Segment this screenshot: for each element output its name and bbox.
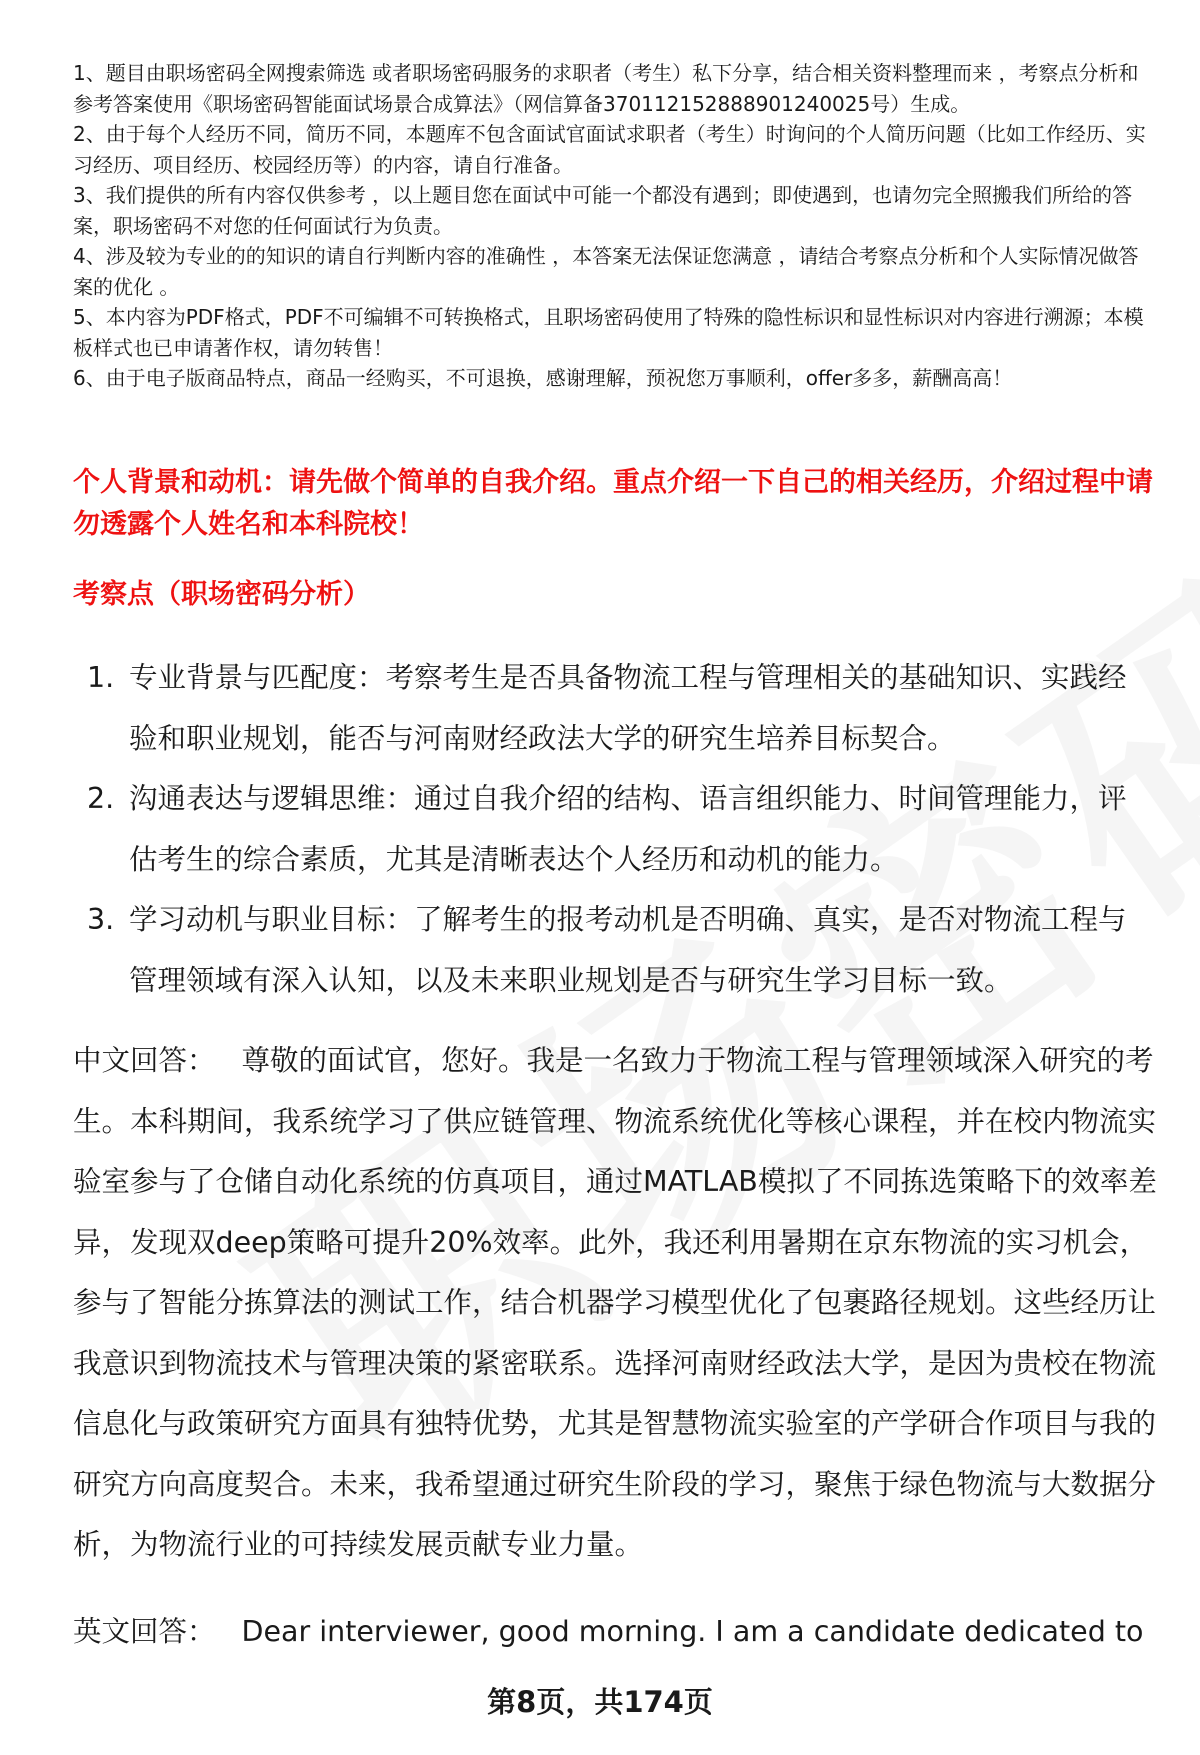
point-number: 1. xyxy=(87,661,115,694)
english-answer xyxy=(73,1602,1163,1662)
english-answer-label: 英文回答： xyxy=(73,1615,216,1648)
point-text: 专业背景与匹配度：考察考生是否具备物流工程与管理相关的基础知识、实践经验和职业规划，能否与河南财经政法大学的研究生培养目标契合。 xyxy=(129,661,1127,755)
analysis-point xyxy=(73,648,1153,769)
chinese-answer xyxy=(73,1031,1163,1576)
notice-item-1: 1、题目由职场密码全网搜索筛选 或者职场密码服务的求职者（考生）私下分享，结合相关资料整理而来 ，考察点分析和参考答案使用《职场密码智能面试场景合成算法》（网信算备370112152888901240025号）生成。 xyxy=(73,61,1139,116)
analysis-title: 考察点（职场密码分析） xyxy=(73,579,370,610)
point-number: 2. xyxy=(87,782,115,815)
notice-item-4: 4、涉及较为专业的的知识的请自行判断内容的准确性 ，本答案无法保证您满意 ，请结合考察点分析和个人实际情况做答案的优化 。 xyxy=(73,244,1139,299)
page-number: 第8页，共174页 xyxy=(487,1685,713,1719)
notice-item-2: 2、由于每个人经历不同，简历不同，本题库不包含面试官面试求职者（考生）时询问的个人简历问题（比如工作经历、实习经历、项目经历、校园经历等）的内容，请自行准备。 xyxy=(73,122,1146,177)
notice-item-6: 6、由于电子版商品特点，商品一经购买，不可退换，感谢理解，预祝您万事顺利，offer多多，薪酬高高！ xyxy=(73,366,1013,390)
chinese-answer-label: 中文回答： xyxy=(73,1044,216,1077)
analysis-point xyxy=(73,769,1153,890)
disclaimer-notice xyxy=(73,58,1153,394)
point-text: 学习动机与职业目标：了解考生的报考动机是否明确、真实，是否对物流工程与管理领域有深入认知，以及未来职业规划是否与研究生学习目标一致。 xyxy=(129,903,1127,997)
notice-item-3: 3、我们提供的所有内容仅供参考 ，以上题目您在面试中可能一个都没有遇到；即使遇到，也请勿完全照搬我们所给的答案，职场密码不对您的任何面试行为负责。 xyxy=(73,183,1133,238)
point-number: 3. xyxy=(87,903,115,936)
interview-question: 个人背景和动机：请先做个简单的自我介绍。重点介绍一下自己的相关经历，介绍过程中请勿透露个人姓名和本科院校！ xyxy=(73,467,1153,540)
analysis-points xyxy=(73,648,1153,1011)
notice-item-5: 5、本内容为PDF格式，PDF不可编辑不可转换格式，且职场密码使用了特殊的隐性标识和显性标识对内容进行溯源；本模板样式也已申请著作权，请勿转售！ xyxy=(73,305,1144,360)
analysis-point xyxy=(73,890,1153,1011)
chinese-answer-text: 尊敬的面试官，您好。我是一名致力于物流工程与管理领域深入研究的考生。本科期间，我系统学习了供应链管理、物流系统优化等核心课程，并在校内物流实验室参与了仓储自动化系统的仿真项目，通过MATLAB模拟了不同拣选策略下的效率差异，发现双deep策略可提升20%效率。此外，我还利用暑期在京东物流的实习机会，参与了智能分拣算法的测试工作，结合机器学习模型优化了包裹路径规划。这些经历让我意识到物流技术与管理决策的紧密联系。选择河南财经政法大学，是因为贵校在物流信息化与政策研究方面具有独特优势，尤其是智慧物流实验室的产学研合作项目与我的研究方向高度契合。未来，我希望通过研究生阶段的学习，聚焦于绿色物流与大数据分析，为物流行业的可持续发展贡献专业力量。 xyxy=(73,1044,1157,1561)
point-text: 沟通表达与逻辑思维：通过自我介绍的结构、语言组织能力、时间管理能力，评估考生的综合素质，尤其是清晰表达个人经历和动机的能力。 xyxy=(129,782,1127,876)
english-answer-text: Dear interviewer, good morning. I am a candidate dedicated to xyxy=(241,1615,1144,1648)
